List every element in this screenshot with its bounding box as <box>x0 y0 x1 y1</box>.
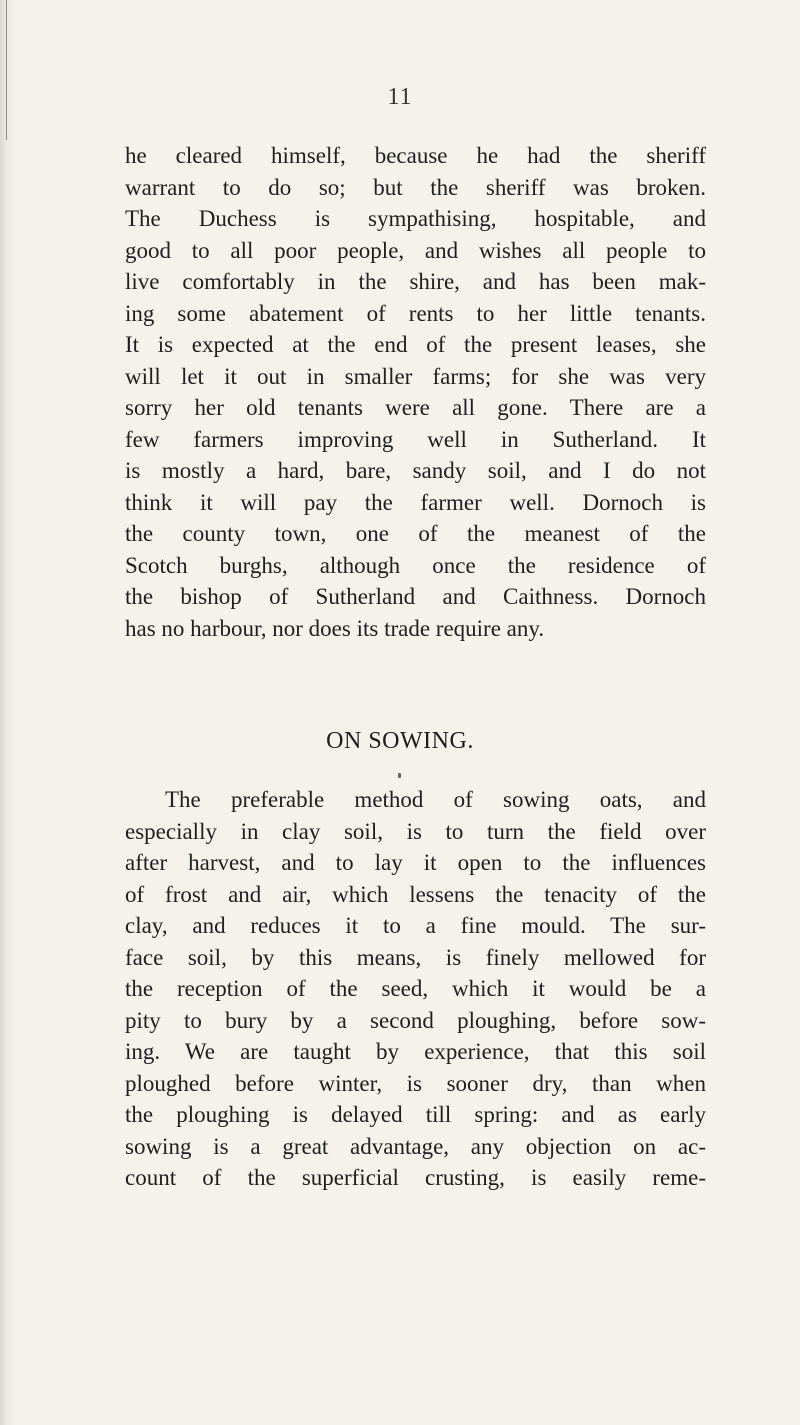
text-line: after harvest, and to lay it open to the influences <box>125 850 706 875</box>
text-line: will let it out in smaller farms; for she was very <box>125 363 706 389</box>
text-line: count of the superficial crusting, is easily reme- <box>125 1165 706 1190</box>
text-line: clay, and reduces it to a fine mould. The sur- <box>125 913 706 938</box>
text-line: live comfortably in the shire, and has been mak- <box>125 269 706 294</box>
text-line: pity to bury by a second ploughing, before sow- <box>125 1007 706 1033</box>
text-line: warrant to do so; but the sheriff was broken. <box>125 174 706 200</box>
text-line: good to all poor people, and wishes all people to <box>125 237 706 263</box>
paragraph-2 <box>125 784 706 1194</box>
text-line: has no harbour, nor does its trade require any. <box>125 615 545 641</box>
section-heading: ON SOWING. <box>326 728 474 754</box>
text-line: few farmers improving well in Sutherland. It <box>125 426 706 452</box>
text-line: especially in clay soil, is to turn the field over <box>125 818 706 844</box>
text-line: It is expected at the end of the present leases, she <box>125 332 706 357</box>
text-line: the ploughing is delayed till spring: and as early <box>125 1102 706 1127</box>
text-line: sowing is a great advantage, any objection on ac- <box>125 1133 706 1159</box>
text-line: think it will pay the farmer well. Dornoch is <box>125 489 706 515</box>
text-line: of frost and air, which lessens the tenacity of the <box>125 881 706 907</box>
page-number: 11 <box>387 84 413 110</box>
text-line: is mostly a hard, bare, sandy soil, and I do not <box>125 458 706 483</box>
text-line: sorry her old tenants were all gone. There are a <box>125 395 706 420</box>
text-line: ing some abatement of rents to her little tenants. <box>125 300 706 326</box>
text-line: the county town, one of the meanest of the <box>125 521 706 546</box>
ink-speck <box>398 773 401 778</box>
text-line: ing. We are taught by experience, that this soil <box>125 1039 706 1064</box>
text-line: the reception of the seed, which it would be a <box>125 976 706 1001</box>
page-binding-line <box>6 0 7 140</box>
text-line: The Duchess is sympathising, hospitable, and <box>125 206 706 231</box>
text-line: the bishop of Sutherland and Caithness. Dornoch <box>125 584 706 609</box>
paragraph-1 <box>125 140 706 644</box>
page-binding-shadow <box>0 0 16 1425</box>
text-line: Scotch burghs, although once the residence of <box>125 552 706 578</box>
text-line: The preferable method of sowing oats, and <box>165 787 706 812</box>
text-line: ploughed before winter, is sooner dry, than when <box>125 1070 706 1096</box>
text-line: face soil, by this means, is finely mellowed for <box>125 944 706 970</box>
text-line: he cleared himself, because he had the sheriff <box>125 143 706 168</box>
